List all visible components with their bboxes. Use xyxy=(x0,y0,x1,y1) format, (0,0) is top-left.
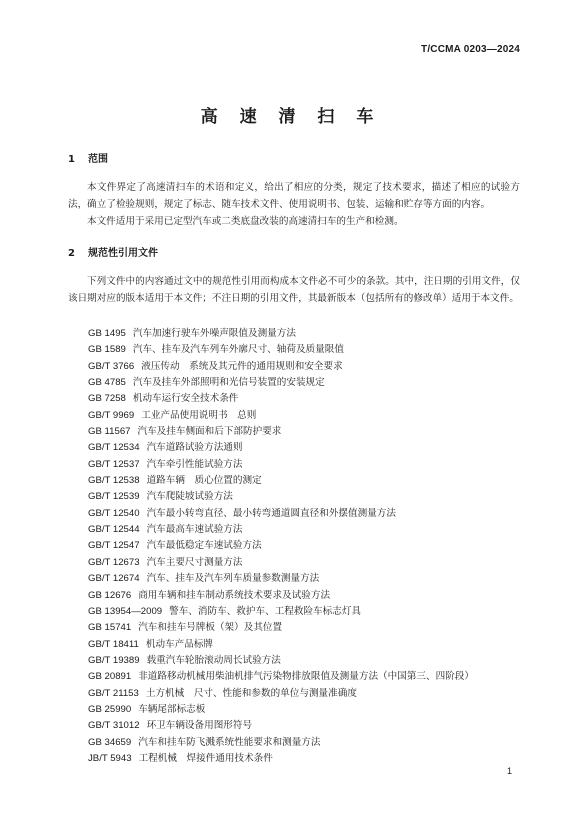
reference-title: 汽车爬陡坡试验方法 xyxy=(146,491,233,503)
reference-item xyxy=(88,751,474,767)
reference-item xyxy=(88,620,474,636)
reference-title: 汽车及挂车侧面和后下部防护要求 xyxy=(137,426,282,438)
reference-code: GB 13954—2009 xyxy=(88,605,163,617)
reference-code: GB 15741 xyxy=(88,622,132,634)
reference-title: 汽车牵引性能试验方法 xyxy=(146,458,243,470)
reference-title: 汽车、挂车及汽车列车质量参数测量方法 xyxy=(146,573,320,585)
reference-code: GB 25990 xyxy=(88,703,132,715)
reference-title: 汽车加速行驶车外噪声限值及测量方法 xyxy=(132,328,296,339)
reference-item xyxy=(88,391,474,407)
reference-list xyxy=(88,326,474,767)
reference-code: GB/T 18411 xyxy=(88,638,139,650)
reference-title: 汽车最小转弯直径、最小转弯通道圆直径和外摆值测量方法 xyxy=(146,507,396,519)
reference-code: GB/T 21153 xyxy=(88,687,139,699)
reference-item xyxy=(88,489,474,505)
reference-title: 非道路移动机械用柴油机排气污染物排放限值及测量方法（中国第三、四阶段） xyxy=(138,671,474,683)
reference-item xyxy=(88,408,474,424)
reference-item xyxy=(88,506,474,522)
section-heading-scope xyxy=(68,150,108,165)
reference-title: 土方机械 尺寸、性能和参数的单位与测量准确度 xyxy=(145,687,357,699)
reference-title: 汽车最低稳定车速试验方法 xyxy=(146,540,262,552)
reference-title: 汽车道路试验方法通则 xyxy=(146,442,243,454)
reference-code: GB/T 12539 xyxy=(88,491,140,503)
reference-item xyxy=(88,473,474,489)
reference-item xyxy=(88,653,474,669)
reference-item xyxy=(88,686,474,702)
reference-code: GB 1495 xyxy=(88,328,126,339)
reference-code: GB/T 12544 xyxy=(88,524,140,536)
reference-title: 汽车主要尺寸测量方法 xyxy=(146,556,243,568)
reference-item xyxy=(88,440,474,456)
reference-item xyxy=(88,604,474,620)
standard-code: T/CCMA 0203—2024 xyxy=(421,44,520,55)
reference-title: 车辆尾部标志板 xyxy=(138,703,206,715)
reference-item xyxy=(88,637,474,653)
reference-item xyxy=(88,571,474,587)
reference-code: GB 20891 xyxy=(88,671,132,683)
section-number: 2 xyxy=(68,248,75,259)
reference-title: 商用车辆和挂车制动系统技术要求及试验方法 xyxy=(138,589,331,601)
section-title: 规范性引用文件 xyxy=(88,248,158,259)
reference-code: GB/T 12537 xyxy=(88,458,140,470)
reference-title: 汽车、挂车及汽车列车外廓尺寸、轴荷及质量限值 xyxy=(132,344,344,356)
reference-code: GB/T 12538 xyxy=(88,475,140,487)
reference-code: GB 7258 xyxy=(88,393,126,405)
reference-title: 工业产品使用说明书 总则 xyxy=(141,409,257,421)
reference-title: 汽车和挂车防飞溅系统性能要求和测量方法 xyxy=(138,736,321,748)
reference-item xyxy=(88,669,474,685)
reference-code: GB 1589 xyxy=(88,344,126,356)
reference-code: GB/T 9969 xyxy=(88,409,135,421)
reference-code: GB 4785 xyxy=(88,377,126,389)
reference-title: 警车、消防车、救护车、工程救险车标志灯具 xyxy=(169,605,362,617)
reference-item xyxy=(88,359,474,375)
section-heading-normative-references xyxy=(68,244,158,259)
scope-paragraph-1: 本文件界定了高速清扫车的术语和定义，给出了相应的分类，规定了技术要求，描述了相应的试验方法，确立了检验规则，规定了标志、随车技术文件、使用说明书、包装、运输和贮存等方面的内容。 xyxy=(68,182,520,210)
reference-code: GB/T 12674 xyxy=(88,573,140,585)
scope-paragraph-2: 本文件适用于采用已定型汽车或二类底盘改装的高速清扫车的生产和检测。 xyxy=(87,216,404,227)
reference-item xyxy=(88,555,474,571)
reference-item xyxy=(88,718,474,734)
reference-code: GB/T 12673 xyxy=(88,556,140,568)
reference-code: GB/T 12534 xyxy=(88,442,140,454)
reference-code: GB/T 3766 xyxy=(88,360,135,372)
reference-item xyxy=(88,522,474,538)
reference-title: 环卫车辆设备用图形符号 xyxy=(146,720,253,732)
reference-item xyxy=(88,342,474,358)
document-title: 高 速 清 扫 车 xyxy=(200,107,382,127)
reference-code: GB/T 19389 xyxy=(88,654,140,666)
reference-item xyxy=(88,588,474,604)
section-number: 1 xyxy=(68,154,75,165)
reference-title: 道路车辆 质心位置的测定 xyxy=(146,475,262,487)
reference-title: 液压传动 系统及其元件的通用规则和安全要求 xyxy=(141,360,343,372)
reference-code: GB/T 12547 xyxy=(88,540,140,552)
reference-code: GB 12676 xyxy=(88,589,132,601)
reference-title: 汽车最高车速试验方法 xyxy=(146,524,243,536)
reference-title: 载重汽车轮胎滚动周长试验方法 xyxy=(146,654,281,666)
page-number: 1 xyxy=(506,766,512,776)
reference-title: 工程机械 焊接件通用技术条件 xyxy=(138,752,273,764)
reference-title: 汽车及挂车外部照明和光信号装置的安装规定 xyxy=(132,377,325,389)
reference-item xyxy=(88,457,474,473)
reference-item xyxy=(88,326,474,342)
reference-item xyxy=(88,375,474,391)
reference-code: GB 34659 xyxy=(88,736,132,748)
section-title: 范围 xyxy=(88,154,108,165)
reference-item xyxy=(88,538,474,554)
reference-code: JB/T 5943 xyxy=(88,752,132,764)
reference-title: 汽车和挂车号牌板（架）及其位置 xyxy=(138,622,283,634)
reference-code: GB/T 31012 xyxy=(88,720,140,732)
references-intro-paragraph: 下列文件中的内容通过文中的规范性引用而构成本文件必不可少的条款。其中，注日期的引用文件，仅该日期对应的版本适用于本文件；不注日期的引用文件，其最新版本（包括所有的修改单）适用于本文件。 xyxy=(68,276,520,304)
reference-item xyxy=(88,702,474,718)
reference-item xyxy=(88,735,474,751)
reference-item xyxy=(88,424,474,440)
reference-code: GB/T 12540 xyxy=(88,507,140,519)
reference-title: 机动车产品标牌 xyxy=(145,638,214,650)
reference-code: GB 11567 xyxy=(88,426,131,438)
reference-title: 机动车运行安全技术条件 xyxy=(132,393,239,405)
